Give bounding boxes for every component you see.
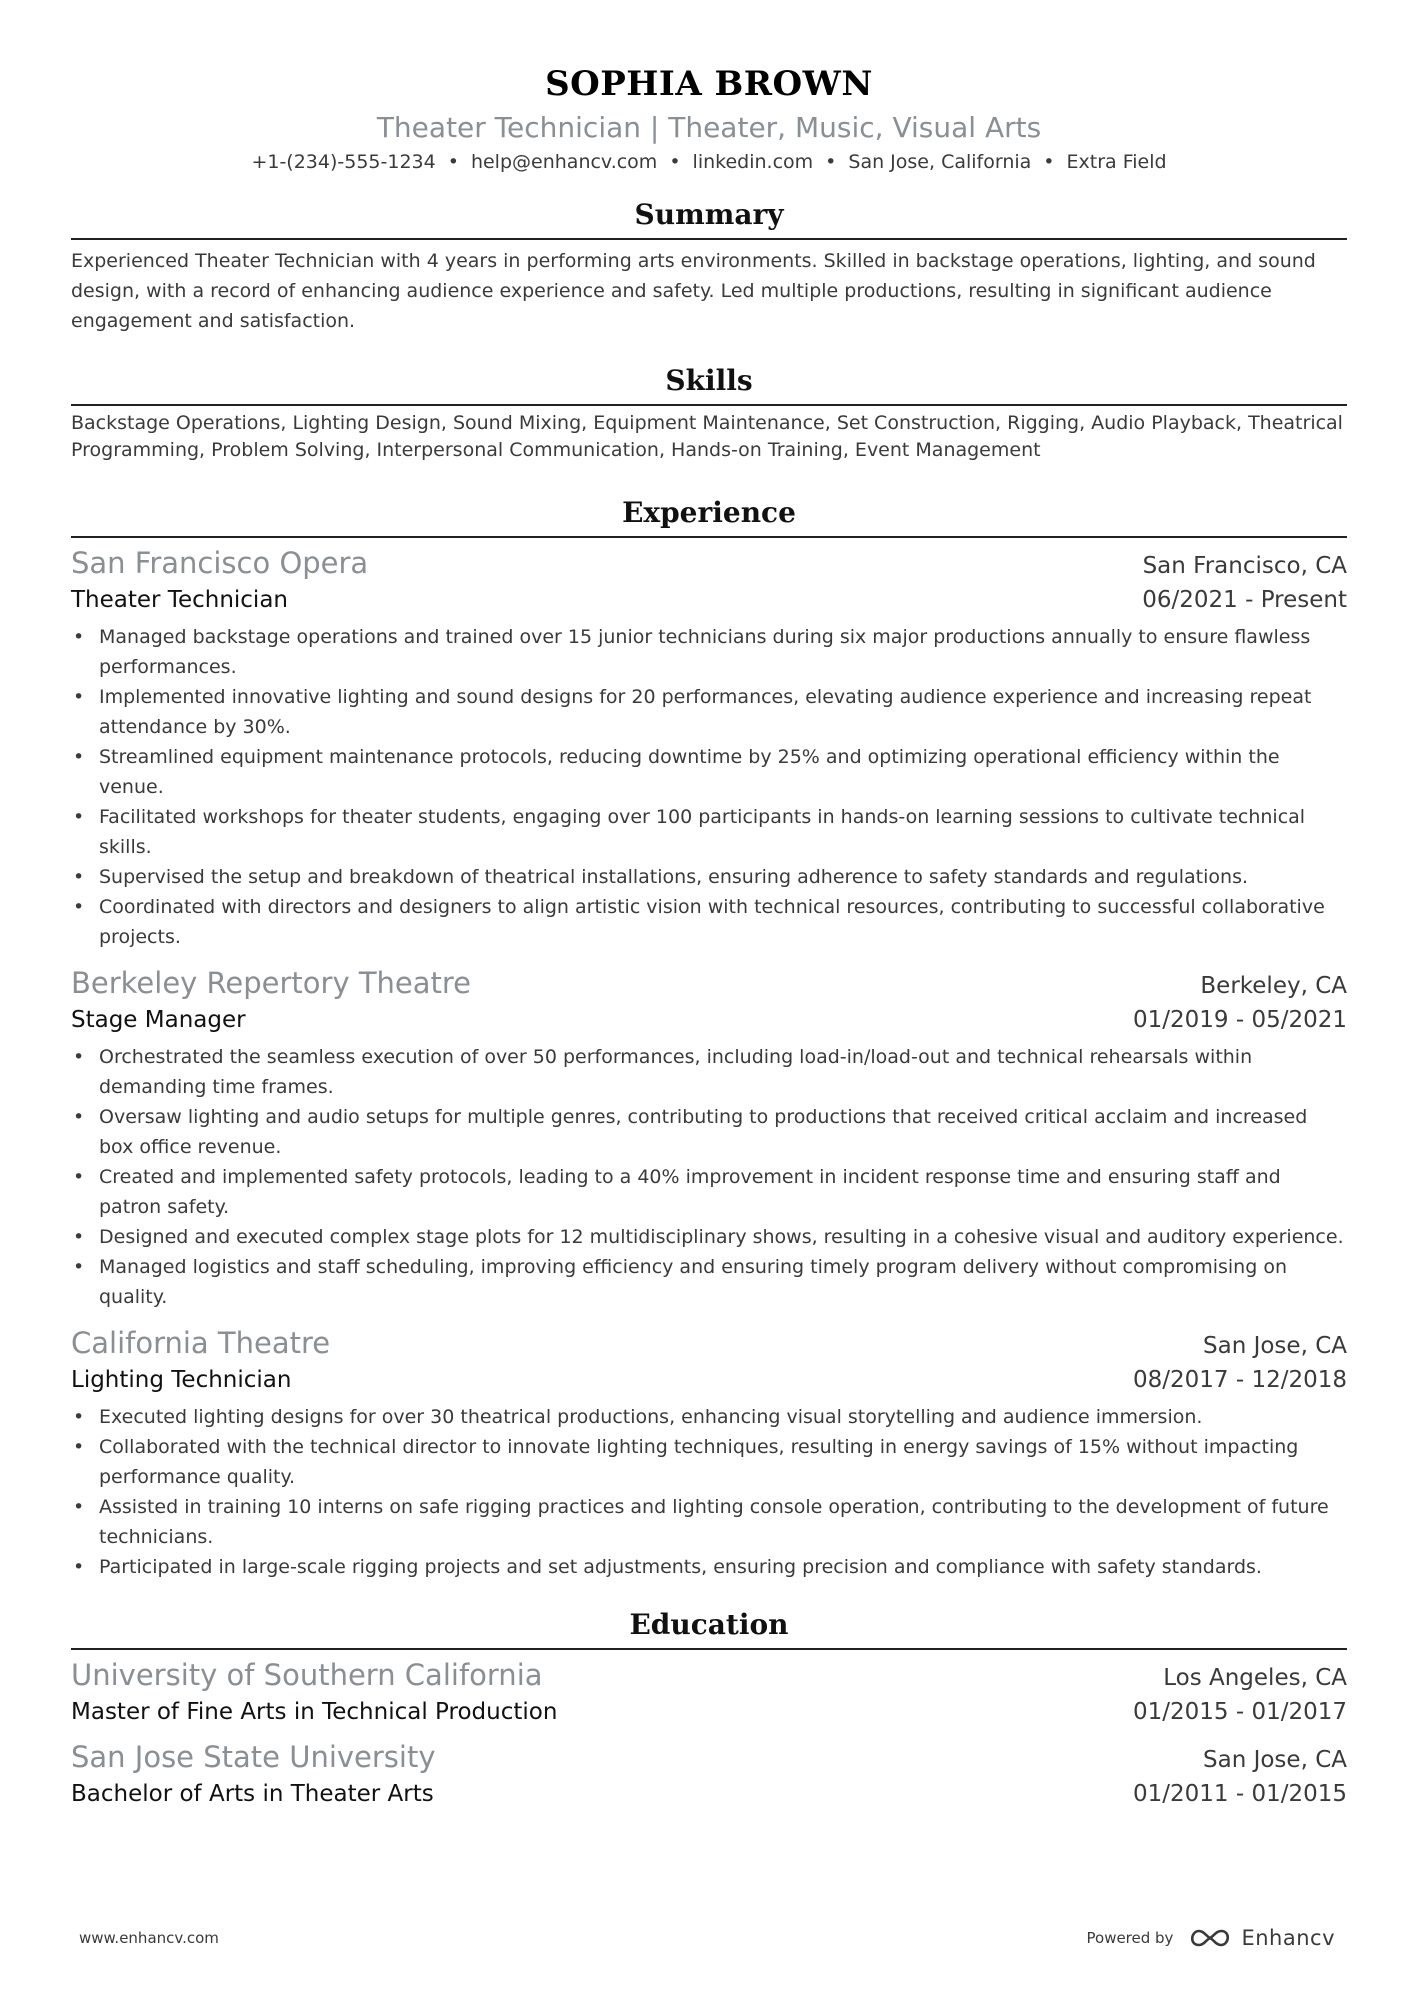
- section-title-skills: Skills: [71, 362, 1347, 406]
- education-entry: [71, 1738, 1347, 1812]
- achievement-item: • Created and implemented safety protocols, leading to a 40% improvement in incident response time and ensuring staff and patron safety.: [71, 1162, 1347, 1222]
- entry-header: [71, 1738, 1347, 1776]
- achievement-item: • Facilitated workshops for theater students, engaging over 100 participants in hands-on learning sessions to cultivate technical skills.: [71, 802, 1347, 862]
- school-name: University of Southern California: [71, 1658, 543, 1692]
- job-title: Stage Manager: [71, 1007, 246, 1033]
- school-location: San Jose, CA: [1203, 1747, 1347, 1773]
- section-title-education: Education: [71, 1606, 1347, 1650]
- resume-page: [71, 0, 1347, 1812]
- company-name: California Theatre: [71, 1326, 331, 1360]
- achievement-item: • Orchestrated the seamless execution of over 50 performances, including load-in/load-out and technical rehearsals within demanding time frames.: [71, 1042, 1347, 1102]
- contact-separator: •: [447, 151, 459, 173]
- section-title-summary: Summary: [71, 196, 1347, 240]
- achievement-list: [71, 1042, 1347, 1312]
- achievement-item: • Implemented innovative lighting and sound designs for 20 performances, elevating audience experience and increasing repeat attendance by 30%.: [71, 682, 1347, 742]
- summary-section: [71, 196, 1347, 336]
- skills-text: Backstage Operations, Lighting Design, Sound Mixing, Equipment Maintenance, Set Construction, Rigging, Audio Playback, Theatrical Programming, Problem Solving, Interpersonal Communication, Hands-on Training, Event Management: [71, 412, 1343, 461]
- achievement-list: [71, 1402, 1347, 1582]
- school-location: Los Angeles, CA: [1163, 1665, 1347, 1691]
- job-location: Berkeley, CA: [1200, 973, 1347, 999]
- degree-name: Master of Fine Arts in Technical Production: [71, 1699, 558, 1725]
- page-footer: [79, 1926, 1335, 1950]
- contact-separator: •: [669, 151, 681, 173]
- brand-name: Enhancv: [1241, 1926, 1335, 1950]
- achievement-item: • Managed backstage operations and trained over 15 junior technicians during six major productions annually to ensure flawless performances.: [71, 622, 1347, 682]
- contact-separator: •: [1043, 151, 1055, 173]
- contact-email: help@enhancv.com: [470, 151, 658, 173]
- job-dates: 01/2019 - 05/2021: [1132, 1007, 1347, 1033]
- experience-section: [71, 494, 1347, 1582]
- achievement-item: • Oversaw lighting and audio setups for multiple genres, contributing to productions that received critical acclaim and increased box office revenue.: [71, 1102, 1347, 1162]
- experience-entry: [71, 964, 1347, 1312]
- achievement-item: • Coordinated with directors and designers to align artistic vision with technical resources, contributing to successful collaborative projects.: [71, 892, 1347, 952]
- candidate-name: SOPHIA BROWN: [545, 64, 873, 104]
- skills-section: [71, 362, 1347, 464]
- achievement-list: [71, 622, 1347, 952]
- job-title: Lighting Technician: [71, 1367, 292, 1393]
- entry-header: [71, 544, 1347, 582]
- achievement-item: • Participated in large-scale rigging projects and set adjustments, ensuring precision and compliance with safety standards.: [71, 1552, 1347, 1582]
- entry-subheader: [71, 1694, 1347, 1730]
- entry-header: [71, 1656, 1347, 1694]
- section-title-experience: Experience: [71, 494, 1347, 538]
- job-title: Theater Technician: [71, 587, 288, 613]
- company-name: Berkeley Repertory Theatre: [71, 966, 472, 1000]
- degree-name: Bachelor of Arts in Theater Arts: [71, 1781, 434, 1807]
- achievement-item: • Supervised the setup and breakdown of theatrical installations, ensuring adherence to safety standards and regulations.: [71, 862, 1347, 892]
- entry-header: [71, 964, 1347, 1002]
- enhancv-brand[interactable]: [1187, 1926, 1335, 1950]
- entry-subheader: [71, 1002, 1347, 1038]
- education-dates: 01/2015 - 01/2017: [1132, 1699, 1347, 1725]
- entry-subheader: [71, 582, 1347, 618]
- enhancv-logo-icon: [1187, 1927, 1233, 1949]
- education-section: [71, 1606, 1347, 1812]
- contact-extra-field: Extra Field: [1066, 151, 1167, 173]
- contact-separator: •: [825, 151, 837, 173]
- footer-website-link[interactable]: www.enhancv.com: [79, 1929, 219, 1947]
- company-name: San Francisco Opera: [71, 546, 369, 580]
- footer-branding: [1087, 1926, 1336, 1950]
- achievement-item: • Streamlined equipment maintenance protocols, reducing downtime by 25% and optimizing operational efficiency within the venue.: [71, 742, 1347, 802]
- job-dates: 08/2017 - 12/2018: [1132, 1367, 1347, 1393]
- resume-header: [71, 0, 1347, 176]
- achievement-item: • Executed lighting designs for over 30 theatrical productions, enhancing visual storytelling and audience immersion.: [71, 1402, 1347, 1432]
- achievement-item: • Assisted in training 10 interns on safe rigging practices and lighting console operation, contributing to the development of future technicians.: [71, 1492, 1347, 1552]
- job-dates: 06/2021 - Present: [1142, 587, 1347, 613]
- contact-line: [71, 148, 1347, 176]
- entry-subheader: [71, 1362, 1347, 1398]
- contact-linkedin: linkedin.com: [692, 151, 814, 173]
- education-entry: [71, 1656, 1347, 1730]
- contact-phone: +1-(234)-555-1234: [251, 151, 436, 173]
- powered-by-label: Powered by: [1086, 1929, 1174, 1947]
- school-name: San Jose State University: [71, 1740, 436, 1774]
- entry-header: [71, 1324, 1347, 1362]
- experience-entry: [71, 1324, 1347, 1582]
- summary-text: Experienced Theater Technician with 4 years in performing arts environments. Skilled in backstage operations, lighting, and sound design, with a record of enhancing audience experience and safety. Led multiple productions, resulting in significant audience engagement and satisfaction.: [71, 250, 1316, 332]
- candidate-headline: Theater Technician | Theater, Music, Visual Arts: [376, 111, 1042, 144]
- entry-subheader: [71, 1776, 1347, 1812]
- job-location: San Francisco, CA: [1142, 553, 1347, 579]
- education-dates: 01/2011 - 01/2015: [1132, 1781, 1347, 1807]
- achievement-item: • Designed and executed complex stage plots for 12 multidisciplinary shows, resulting in a cohesive visual and auditory experience.: [71, 1222, 1347, 1252]
- achievement-item: • Collaborated with the technical director to innovate lighting techniques, resulting in energy savings of 15% without impacting performance quality.: [71, 1432, 1347, 1492]
- achievement-item: • Managed logistics and staff scheduling, improving efficiency and ensuring timely program delivery without compromising on quality.: [71, 1252, 1347, 1312]
- experience-entry: [71, 544, 1347, 952]
- job-location: San Jose, CA: [1203, 1333, 1347, 1359]
- contact-location: San Jose, California: [848, 151, 1032, 173]
